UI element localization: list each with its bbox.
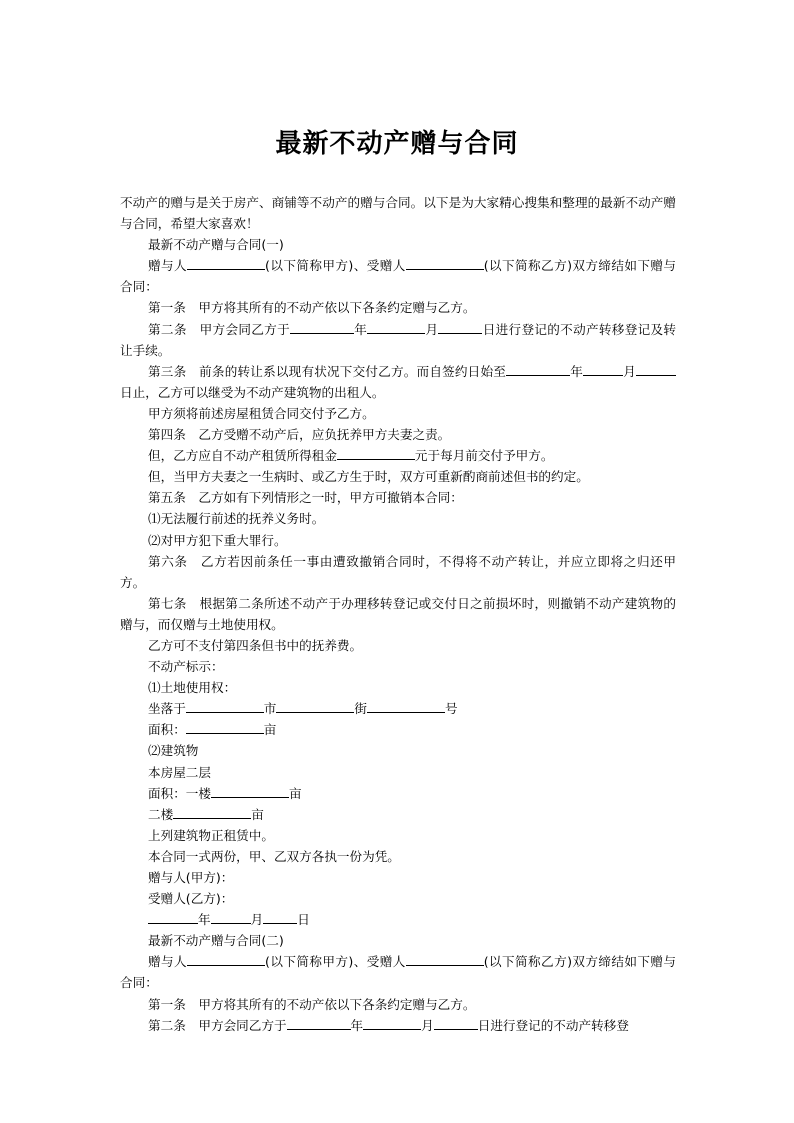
blank-line	[506, 362, 570, 376]
contract2-heading: 最新不动产赠与合同(二)	[148, 933, 284, 949]
contract1-article-1: 第一条 甲方将其所有的不动产依以下各条约定赠与乙方。	[148, 300, 476, 316]
blank-line	[367, 320, 425, 334]
blank-line	[263, 910, 297, 924]
blank-line	[211, 910, 251, 924]
blank-line	[367, 699, 445, 713]
donee-signature: 受赠人(乙方)：	[148, 891, 234, 907]
document-body	[120, 192, 676, 1036]
blank-line	[363, 1016, 421, 1030]
blank-line	[583, 362, 623, 376]
land-area: 面积： 亩	[148, 722, 277, 738]
blank-line	[406, 256, 484, 270]
building-description: 本房屋二层	[148, 764, 211, 780]
contract1-article-5-item-2: ⑵对甲方犯下重大罪行。	[148, 532, 287, 548]
contract1-article-5: 第五条 乙方如有下列情形之一时，甲方可撤销本合同：	[148, 490, 463, 506]
contract1-article-7-note: 乙方可不支付第四条但书中的抚养费。	[148, 637, 363, 653]
contract1-article-4-note: 但，当甲方夫妻之一生病时、或乙方生于时，双方可重新酌商前述但书的约定。	[148, 469, 589, 485]
donor-signature: 赠与人(甲方)：	[148, 870, 234, 885]
blank-line	[337, 446, 415, 460]
blank-line	[187, 952, 265, 966]
blank-line	[636, 362, 676, 376]
contract1-heading: 最新不动产赠与合同(一)	[148, 237, 284, 253]
blank-line	[406, 952, 484, 966]
blank-line	[186, 720, 264, 734]
contract2-parties: 赠与人 (以下简称甲方)、受赠人 (以下简称乙方)双方缔结如下赠与合同：	[120, 954, 677, 991]
floor-2-area: 二楼 亩	[148, 806, 264, 822]
copies-clause: 本合同一式两份，甲、乙双方各执一份为凭。	[148, 848, 400, 864]
blank-line	[276, 699, 354, 713]
blank-line	[434, 1016, 478, 1030]
contract1-article-4: 第四条 乙方受赠不动产后，应负抚养甲方夫妻之责。	[148, 427, 451, 443]
blank-line	[287, 1016, 351, 1030]
contract1-parties: 赠与人 (以下简称甲方)、受赠人 (以下简称乙方)双方缔结如下赠与合同：	[120, 258, 677, 295]
land-use-label: ⑴土地使用权：	[148, 680, 237, 696]
contract2-article-2: 第二条 甲方会同乙方于 年 月 日进行登记的不动产转移登	[148, 1017, 629, 1033]
contract1-article-7: 第七条 根据第二条所述不动产于办理移转登记或交付日之前损坏时，则撤销不动产建筑物的赠与，而仅赠与土地使用权。	[120, 595, 676, 632]
contract1-article-2: 第二条 甲方会同乙方于 年 月 日进行登记的不动产转移登记及转让手续。	[120, 321, 676, 358]
floor-1-area: 面积：一楼 亩	[148, 785, 302, 801]
blank-line	[211, 784, 289, 798]
blank-line	[438, 320, 482, 334]
blank-line	[173, 805, 251, 819]
intro-paragraph: 不动产的赠与是关于房产、商铺等不动产的赠与合同。以下是为大家精心搜集和整理的最新不动产赠与合同，希望大家喜欢！	[120, 195, 676, 232]
building-label: ⑵建筑物	[148, 743, 199, 759]
document-title: 最新不动产赠与合同	[275, 129, 519, 159]
property-label: 不动产标示：	[148, 659, 224, 675]
building-note: 上列建筑物正租赁中。	[148, 827, 274, 843]
contract2-article-1: 第一条 甲方将其所有的不动产依以下各条约定赠与乙方。	[148, 996, 476, 1012]
contract1-article-3-note: 甲方须将前述房屋租赁合同交付予乙方。	[148, 405, 375, 421]
contract1-article-3: 第三条 前条的转让系以现有状况下交付乙方。而自签约日始至 年 月日止，乙方可以继受为不动产建筑物的出租人。	[120, 361, 676, 403]
blank-line	[148, 910, 198, 924]
land-location: 坐落于 市 街 号	[148, 701, 458, 717]
blank-line	[187, 256, 265, 270]
blank-line	[186, 699, 264, 713]
blank-line	[290, 320, 354, 334]
signature-date: 年 月 日	[120, 909, 676, 930]
contract1-article-5-item-1: ⑴无法履行前述的抚养义务时。	[148, 511, 325, 527]
contract1-article-4-rent: 但，乙方应自不动产租赁所得租金 元于每月前交付予甲方。	[148, 448, 554, 464]
contract1-article-6: 第六条 乙方若因前条任一事由遭致撤销合同时，不得将不动产转让，并应立即将之归还甲方。	[120, 553, 676, 590]
